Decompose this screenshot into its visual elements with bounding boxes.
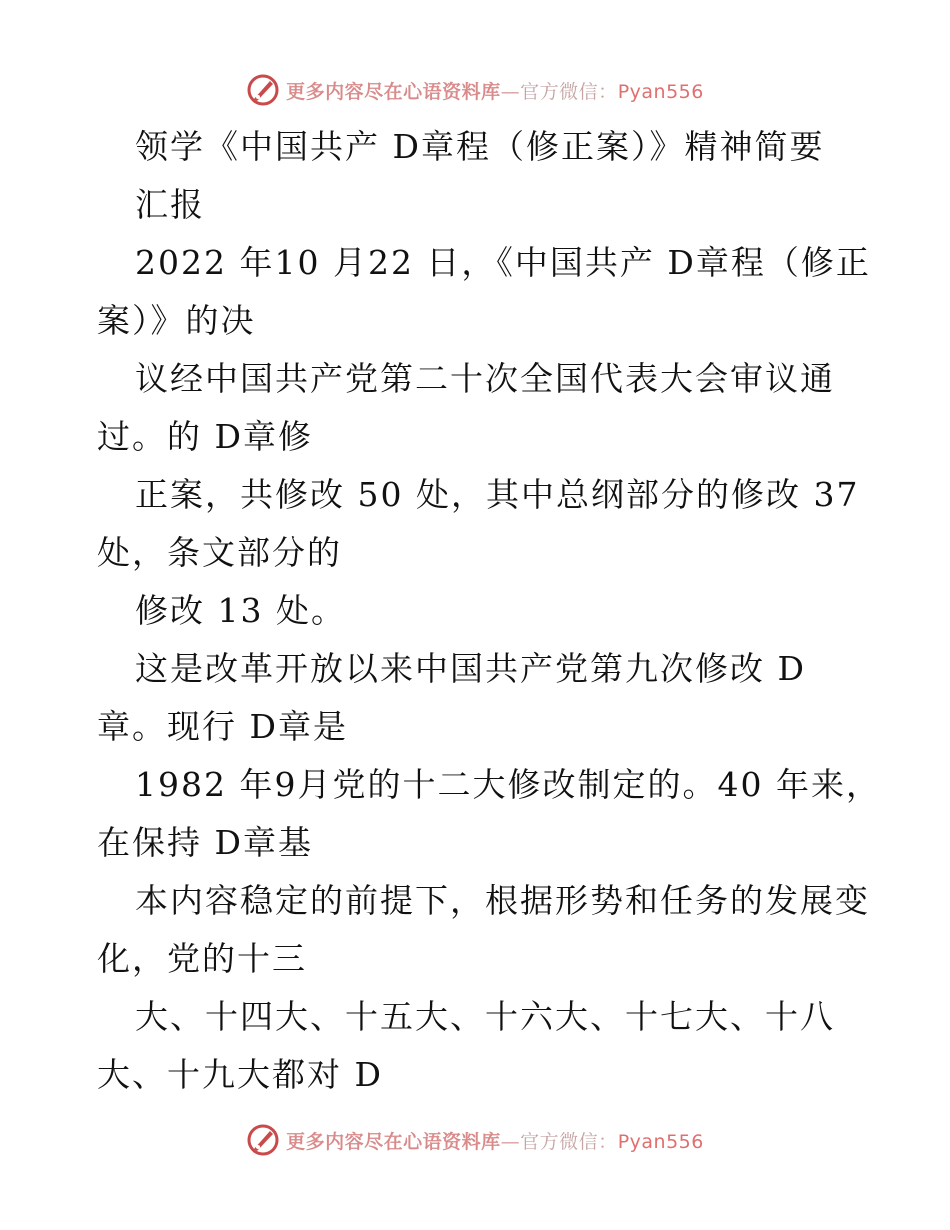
text-line: 大、十九大都对 D	[97, 1055, 383, 1094]
watermark-wechat-label: 官方微信：	[520, 1130, 618, 1153]
text-line: 议经中国共产党第二十次全国代表大会审议通	[135, 359, 835, 398]
watermark-separator: —	[500, 80, 521, 103]
text-line: 在保持 D章基	[97, 823, 313, 862]
text-line: 1982 年9月党的十二大修改制定的。40 年来，	[135, 765, 881, 804]
watermark-header	[0, 70, 950, 110]
text-line: 这是改革开放以来中国共产党第九次修改 D	[135, 649, 806, 688]
text-line: 修改 13 处。	[135, 591, 346, 630]
text-line: 过。的 D章修	[97, 417, 313, 456]
text-line: 本内容稳定的前提下，根据形势和任务的发展变	[135, 881, 870, 920]
watermark-separator: —	[500, 1130, 521, 1153]
watermark-wechat-id: Pyan556	[617, 1130, 704, 1153]
text-line: 化，党的十三	[97, 939, 307, 978]
text-line: 正案，共修改 50 处，其中总纲部分的修改 37	[135, 475, 860, 514]
text-line: 案）》的决	[97, 301, 256, 340]
text-line: 处，条文部分的	[97, 533, 342, 572]
quill-pen-logo-icon	[246, 73, 280, 107]
document-body	[97, 118, 897, 1104]
watermark-wechat-label: 官方微信：	[520, 80, 618, 103]
watermark-wechat-id: Pyan556	[617, 80, 704, 103]
text-line: 章。现行 D章是	[97, 707, 348, 746]
text-line: 汇报	[135, 185, 205, 224]
text-line: 领学《中国共产 D章程（修正案）》精神简要	[135, 127, 825, 166]
watermark-main-text: 更多内容尽在心语资料库	[286, 80, 501, 103]
quill-pen-logo-icon	[246, 1123, 280, 1157]
watermark-footer	[0, 1120, 950, 1160]
text-line: 2022 年10 月22 日，《中国共产 D章程（修正	[135, 243, 871, 282]
watermark-main-text: 更多内容尽在心语资料库	[286, 1130, 501, 1153]
text-line: 大、十四大、十五大、十六大、十七大、十八	[135, 997, 835, 1036]
